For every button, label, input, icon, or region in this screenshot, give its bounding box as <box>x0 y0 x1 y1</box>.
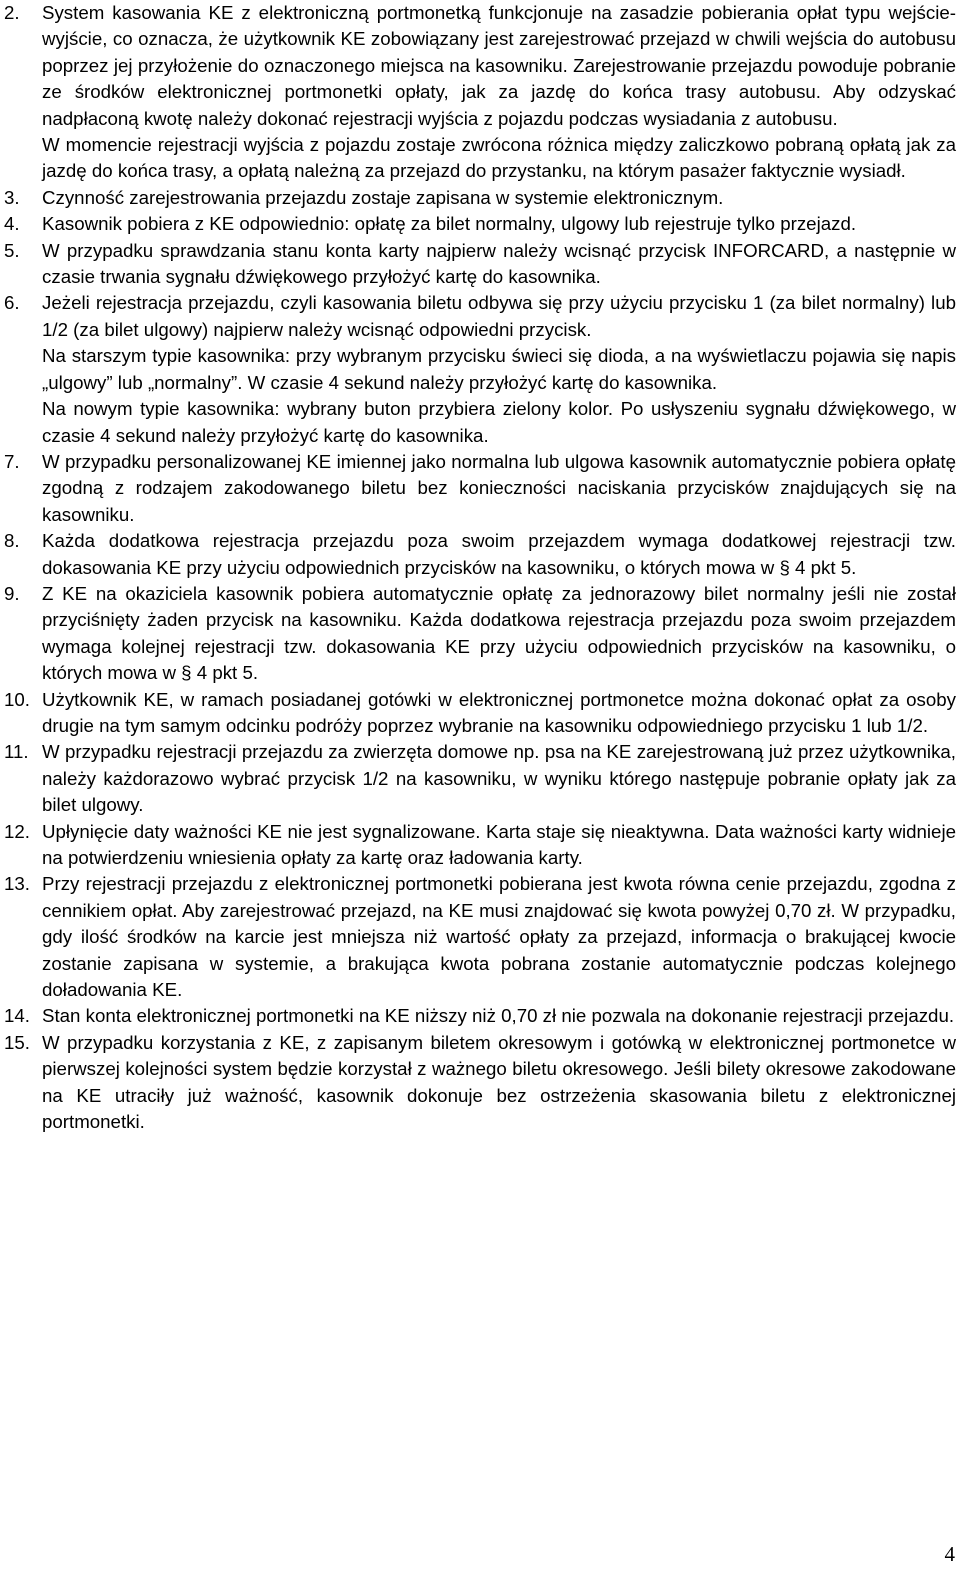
item-paragraph: Czynność zarejestrowania przejazdu zostaje zapisana w systemie elektronicznym. <box>42 186 724 208</box>
item-number: 12. <box>4 820 30 842</box>
item-paragraph: Przy rejestracji przejazdu z elektronicznej portmonetki pobierana jest kwota równa cenie przejazdu, zgodna z cennikiem opłat. Aby zarejestrować przejazd, na KE musi znajdować się kwota powyżej 0,70 zł. W przypadku, gdy ilość środków na karcie jest mniejsza niż wartość opłaty za przejazd, informacja o brakującej kwocie zostanie zapisana w systemie, a brakująca kwota pobrana zostanie automatycznie podczas kolejnego doładowania KE. <box>42 873 956 1001</box>
item-paragraph: Na starszym typie kasownika: przy wybranym przycisku świeci się dioda, a na wyświetlaczu pojawia się napis „ulgowy” lub „normalny”. W czasie 4 sekund należy przyłożyć kartę do kasownika. <box>42 345 956 393</box>
item-number: 4. <box>4 213 20 235</box>
item-paragraph: Jeżeli rejestracja przejazdu, czyli kasowania biletu odbywa się przy użyciu przycisku 1 (za bilet normalny) lub 1/2 (za bilet ulgowy) najpierw należy wcisnąć odpowiedni przycisk. <box>42 292 956 340</box>
list-item <box>4 211 956 237</box>
item-paragraph: Użytkownik KE, w ramach posiadanej gotówki w elektronicznej portmonetce można dokonać opłat za osoby drugie na tym samym odcinku podróży poprzez wybranie na kasowniku odpowiedniego przycisku 1 lub 1/2. <box>42 688 956 736</box>
item-paragraph: W przypadku rejestracji przejazdu za zwierzęta domowe np. psa na KE zarejestrowaną już przez użytkownika, należy każdorazowo wybrać przycisk 1/2 na kasowniku, w wyniku którego następuje pobranie opłaty jak za bilet ulgowy. <box>42 741 956 816</box>
list-item <box>4 687 956 740</box>
list-item <box>4 185 956 211</box>
item-number: 3. <box>4 186 20 208</box>
list-item <box>4 0 956 185</box>
list-item <box>4 819 956 872</box>
item-number: 13. <box>4 873 30 895</box>
item-paragraph: System kasowania KE z elektroniczną portmonetką funkcjonuje na zasadzie pobierania opłat typu wejście-wyjście, co oznacza, że użytkownik KE zobowiązany jest zarejestrować przejazd w chwili wejścia do autobusu poprzez jej przyłożenie do oznaczonego miejsca na kasowniku. Zarejestrowanie przejazdu powoduje pobranie ze środków elektronicznej portmonetki opłaty, jak za jazdę do końca trasy autobusu. Aby odzyskać nadpłaconą kwotę należy dokonać rejestracji wyjścia z pojazdu podczas wysiadania z autobusu. <box>42 2 956 129</box>
item-number: 14. <box>4 1005 30 1027</box>
item-paragraph: Kasownik pobiera z KE odpowiednio: opłatę za bilet normalny, ulgowy lub rejestruje tylko przejazd. <box>42 213 857 235</box>
list-item <box>4 238 956 291</box>
item-paragraph: W momencie rejestracji wyjścia z pojazdu zostaje zwrócona różnica między zaliczkowo pobraną opłatą jak za jazdę do końca trasy, a opłatą należną za przejazd do przystanku, na którym pasażer faktycznie wysiadł. <box>42 134 956 182</box>
item-number: 15. <box>4 1031 30 1053</box>
item-number: 8. <box>4 530 20 552</box>
item-paragraph: W przypadku personalizowanej KE imiennej jako normalna lub ulgowa kasownik automatycznie pobiera opłatę zgodną z rodzajem zakodowanego biletu bez konieczności naciskania przycisków znajdujących się na kasowniku. <box>42 450 956 525</box>
item-paragraph: Z KE na okaziciela kasownik pobiera automatycznie opłatę za jednorazowy bilet normalny jeśli nie został przyciśnięty żaden przycisk na kasowniku. Każda dodatkowa rejestracja przejazdu poza swoim przejazdem wymaga kolejnej rejestracji tzw. dokasowania KE przy użyciu odpowiednich przycisków na kasowniku, o których mowa w § 4 pkt 5. <box>42 582 956 684</box>
item-number: 11. <box>4 741 29 763</box>
item-paragraph: Każda dodatkowa rejestracja przejazdu poza swoim przejazdem wymaga dodatkowej rejestracji tzw. dokasowania KE przy użyciu odpowiednich przycisków na kasowniku, o których mowa w § 4 pkt 5. <box>42 530 956 578</box>
numbered-list <box>4 0 956 1135</box>
list-item <box>4 581 956 687</box>
list-item <box>4 871 956 1003</box>
item-number: 5. <box>4 239 20 261</box>
list-item <box>4 1030 956 1136</box>
item-paragraph: Na nowym typie kasownika: wybrany buton przybiera zielony kolor. Po usłyszeniu sygnału dźwiękowego, w czasie 4 sekund należy przyłożyć kartę do kasownika. <box>42 398 956 446</box>
item-paragraph: W przypadku korzystania z KE, z zapisanym biletem okresowym i gotówką w elektronicznej portmonetce w pierwszej kolejności system będzie korzystał z ważnego biletu okresowego. Jeśli bilety okresowe zakodowane na KE utraciły już ważność, kasownik dokonuje bez ostrzeżenia skasowania biletu z elektronicznej portmonetki. <box>42 1031 956 1133</box>
item-paragraph: Upłynięcie daty ważności KE nie jest sygnalizowane. Karta staje się nieaktywna. Data ważności karty widnieje na potwierdzeniu wniesienia opłaty za kartę oraz ładowania karty. <box>42 820 956 868</box>
item-number: 10. <box>4 688 30 710</box>
list-item <box>4 528 956 581</box>
item-paragraph: W przypadku sprawdzania stanu konta karty najpierw należy wcisnąć przycisk INFORCARD, a następnie w czasie trwania sygnału dźwiękowego przyłożyć kartę do kasownika. <box>42 239 956 288</box>
page-number: 4 <box>944 1542 955 1566</box>
item-number: 9. <box>4 582 20 604</box>
item-number: 7. <box>4 450 20 472</box>
list-item <box>4 1003 956 1029</box>
item-paragraph: Stan konta elektronicznej portmonetki na KE niższy niż 0,70 zł nie pozwala na dokonanie rejestracji przejazdu. <box>42 1005 955 1027</box>
list-item <box>4 739 956 818</box>
item-number: 6. <box>4 292 20 314</box>
list-item <box>4 449 956 528</box>
list-item <box>4 290 956 448</box>
item-number: 2. <box>4 2 20 23</box>
